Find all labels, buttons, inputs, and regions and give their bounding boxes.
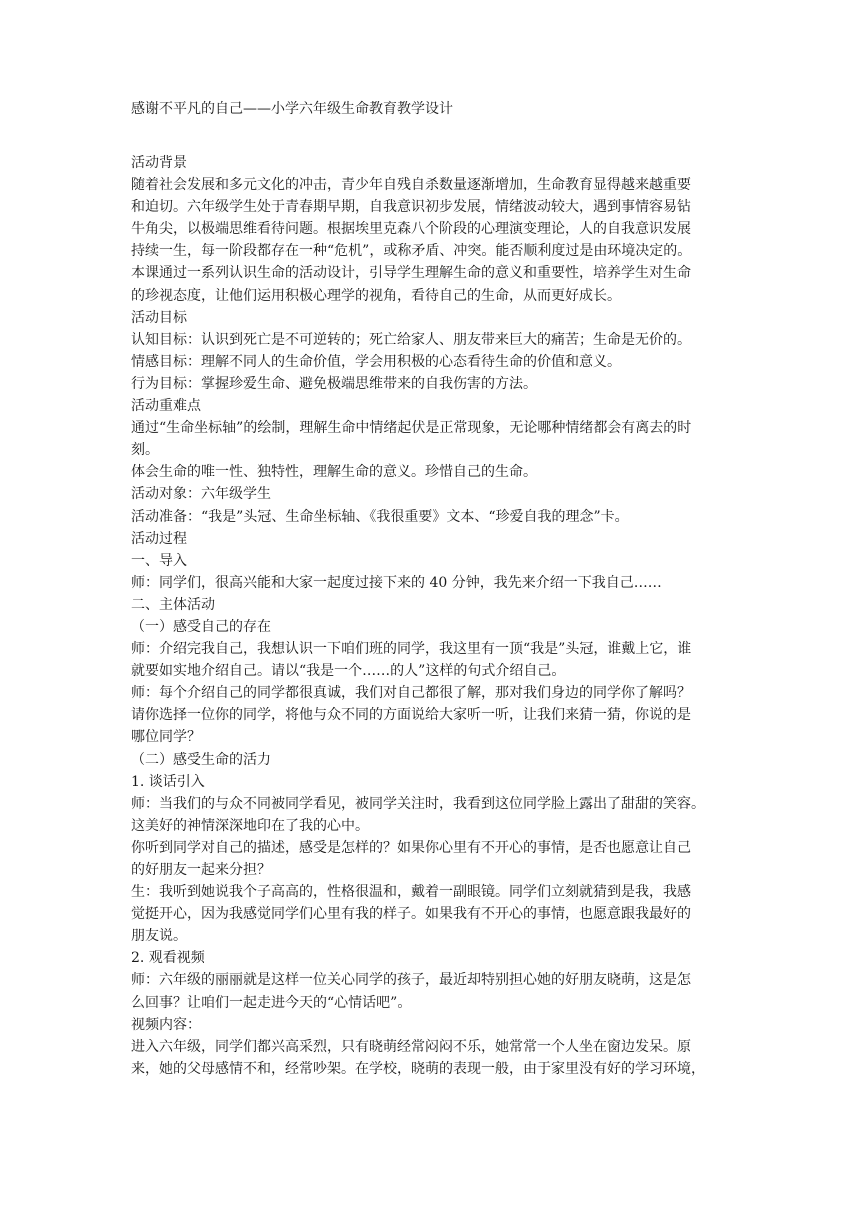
text-line: 师：六年级的丽丽就是这样一位关心同学的孩子，最近却特别担心她的好朋友晓萌，这是怎: [131, 972, 691, 989]
text-line: 持续一生，每一阶段都存在一种“危机”，或称矛盾、冲突。能否顺利度过是由环境决定的。: [131, 243, 692, 260]
text-line: 行为目标：掌握珍爱生命、避免极端思维带来的自我伤害的方法。: [131, 375, 537, 392]
document-body: [131, 152, 731, 1080]
text-line: 二、主体活动: [131, 596, 215, 613]
text-line: 活动背景: [131, 155, 187, 171]
text-line: 活动重难点: [131, 398, 201, 415]
text-line: 一、导入: [131, 552, 187, 569]
text-line: 哪位同学？: [131, 729, 201, 746]
text-line: 么回事？让咱们一起走进今天的“心情话吧”。: [131, 994, 412, 1011]
text-line: 的好朋友一起来分担？: [131, 862, 271, 878]
text-line: 1. 谈话引入: [131, 773, 205, 790]
text-line: 师：每个介绍自己的同学都很真诚，我们对自己都很了解，那对我们身边的同学你了解吗？: [131, 685, 691, 702]
text-line: 请你选择一位你的同学，将他与众不同的方面说给大家听一听，让我们来猜一猜，你说的是: [131, 707, 691, 724]
document-page: [131, 97, 731, 1080]
text-line: 朋友说。: [131, 928, 187, 945]
text-line: 和迫切。六年级学生处于青春期早期，自我意识初步发展，情绪波动较大，遇到事情容易钻: [131, 199, 691, 216]
text-line: 2. 观看视频: [131, 950, 205, 967]
text-line: 师：当我们的与众不同被同学看见，被同学关注时，我看到这位同学脸上露出了甜甜的笑容。: [131, 795, 705, 812]
text-line: （一）感受自己的存在: [131, 618, 271, 635]
document-title: 感谢不平凡的自己——小学六年级生命教育教学设计: [131, 101, 453, 117]
text-line: 牛角尖，以极端思维看待问题。根据埃里克森八个阶段的心理演变理论，人的自我意识发展: [131, 221, 691, 238]
text-line: 就要如实地介绍自己。请以“我是一个……的人”这样的句式介绍自己。: [131, 663, 566, 680]
text-line: 这美好的神情深深地印在了我的心中。: [131, 817, 369, 834]
text-line: 进入六年级，同学们都兴高采烈，只有晓萌经常闷闷不乐，她常常一个人坐在窗边发呆。原: [131, 1038, 691, 1055]
text-line: 体会生命的唯一性、独特性，理解生命的意义。珍惜自己的生命。: [131, 464, 537, 481]
text-line: 师：同学们，很高兴能和大家一起度过接下来的 40 分钟，我先来介绍一下我自己……: [131, 574, 662, 591]
text-line: （二）感受生命的活力: [131, 751, 271, 768]
text-line: 活动准备：“我是”头冠、生命坐标轴、《我很重要》文本、“珍爱自我的理念”卡。: [131, 508, 629, 525]
text-line: 活动目标: [131, 309, 187, 326]
text-line: 通过“生命坐标轴”的绘制，理解生命中情绪起伏是正常现象，无论哪种情绪都会有离去的时: [131, 420, 692, 437]
text-line: 随着社会发展和多元文化的冲击，青少年自残自杀数量逐渐增加，生命教育显得越来越重要: [131, 177, 691, 194]
text-line: 刻。: [131, 442, 159, 459]
text-line: 觉挺开心，因为我感觉同学们心里有我的样子。如果我有不开心的事情，也愿意跟我最好的: [131, 906, 691, 923]
text-line: 本课通过一系列认识生命的活动设计，引导学生理解生命的意义和重要性，培养学生对生命: [131, 265, 691, 282]
text-line: 活动对象：六年级学生: [131, 486, 271, 503]
text-line: 的珍视态度，让他们运用积极心理学的视角，看待自己的生命，从而更好成长。: [131, 287, 621, 304]
text-line: 生：我听到她说我个子高高的，性格很温和，戴着一副眼镜。同学们立刻就猜到是我，我感: [131, 884, 691, 901]
text-line: 情感目标：理解不同人的生命价值，学会用积极的心态看待生命的价值和意义。: [131, 353, 621, 370]
text-line: 你听到同学对自己的描述，感受是怎样的？如果你心里有不开心的事情，是否也愿意让自己: [131, 839, 691, 856]
text-line: 认知目标：认识到死亡是不可逆转的；死亡给家人、朋友带来巨大的痛苦；生命是无价的。: [131, 331, 691, 348]
text-line: 活动过程: [131, 530, 187, 547]
text-line: 视频内容：: [131, 1016, 201, 1033]
blank-line: [131, 121, 731, 152]
text-line: 来，她的父母感情不和，经常吵架。在学校，晓萌的表现一般，由于家里没有好的学习环境，: [131, 1060, 705, 1077]
text-line: 师：介绍完我自己，我想认识一下咱们班的同学，我这里有一顶“我是”头冠，谁戴上它，谁: [131, 641, 692, 658]
